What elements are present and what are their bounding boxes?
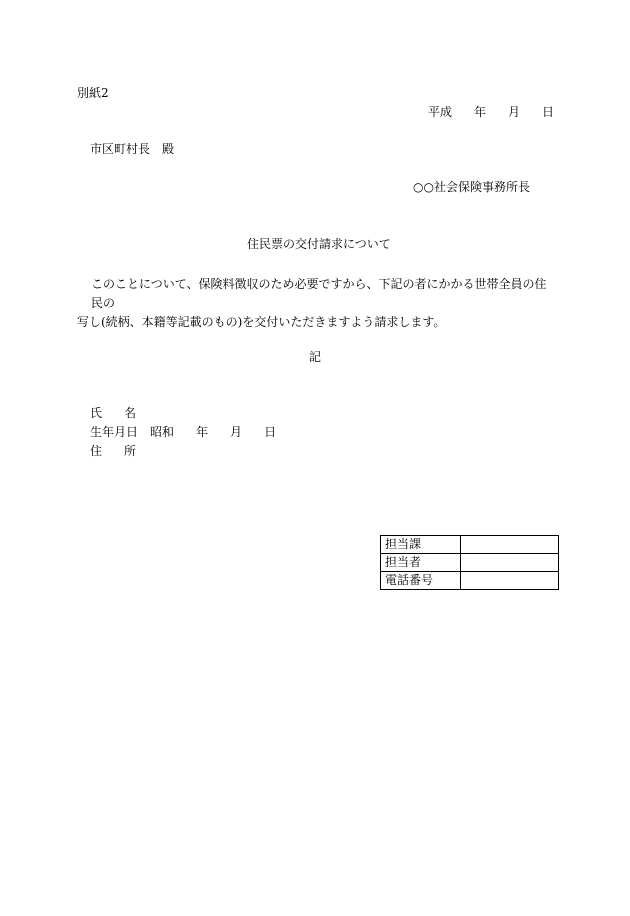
field-birth-day: 日	[264, 425, 277, 439]
field-address-char-1: 住	[90, 444, 103, 458]
date-year: 年	[474, 105, 487, 119]
date-day: 日	[542, 105, 555, 119]
body-line-2: 写し(続柄、本籍等記載のもの)を交付いただきますよう請求します。	[77, 315, 446, 329]
field-birth-label: 生年月日	[90, 425, 139, 439]
field-name-char-1: 氏	[90, 406, 103, 420]
recipient	[90, 143, 174, 155]
field-name-char-2: 名	[124, 406, 137, 420]
body-paragraph	[77, 275, 557, 332]
date-line	[428, 106, 554, 118]
contact-row-phone	[381, 572, 559, 590]
attachment-label: 別紙2	[77, 86, 109, 100]
document-title: 住民票の交付請求について	[247, 237, 391, 251]
field-birth-month: 月	[230, 425, 243, 439]
contact-label: 担当課	[381, 536, 461, 554]
recipient-honorific: 殿	[162, 142, 175, 156]
sender: ○○社会保険事務所長	[413, 180, 530, 194]
contact-label: 電話番号	[381, 572, 461, 590]
contact-value	[461, 554, 559, 572]
contact-table	[380, 535, 559, 590]
body-line-1: このことについて、保険料徴収のため必要ですから、下記の者にかかる世帯全員の住民の	[91, 277, 547, 310]
field-name	[90, 407, 136, 419]
field-address	[90, 445, 136, 457]
contact-row-person	[381, 554, 559, 572]
contact-value	[461, 572, 559, 590]
recipient-name: 市区町村長	[90, 142, 151, 156]
field-birth-year: 年	[196, 425, 209, 439]
field-birth-era: 昭和	[150, 425, 175, 439]
date-month: 月	[508, 105, 521, 119]
contact-value	[461, 536, 559, 554]
field-birthdate	[90, 426, 276, 438]
date-era: 平成	[428, 105, 453, 119]
contact-row-dept	[381, 536, 559, 554]
contact-label: 担当者	[381, 554, 461, 572]
field-address-char-2: 所	[124, 444, 137, 458]
ki-heading: 記	[309, 350, 322, 364]
